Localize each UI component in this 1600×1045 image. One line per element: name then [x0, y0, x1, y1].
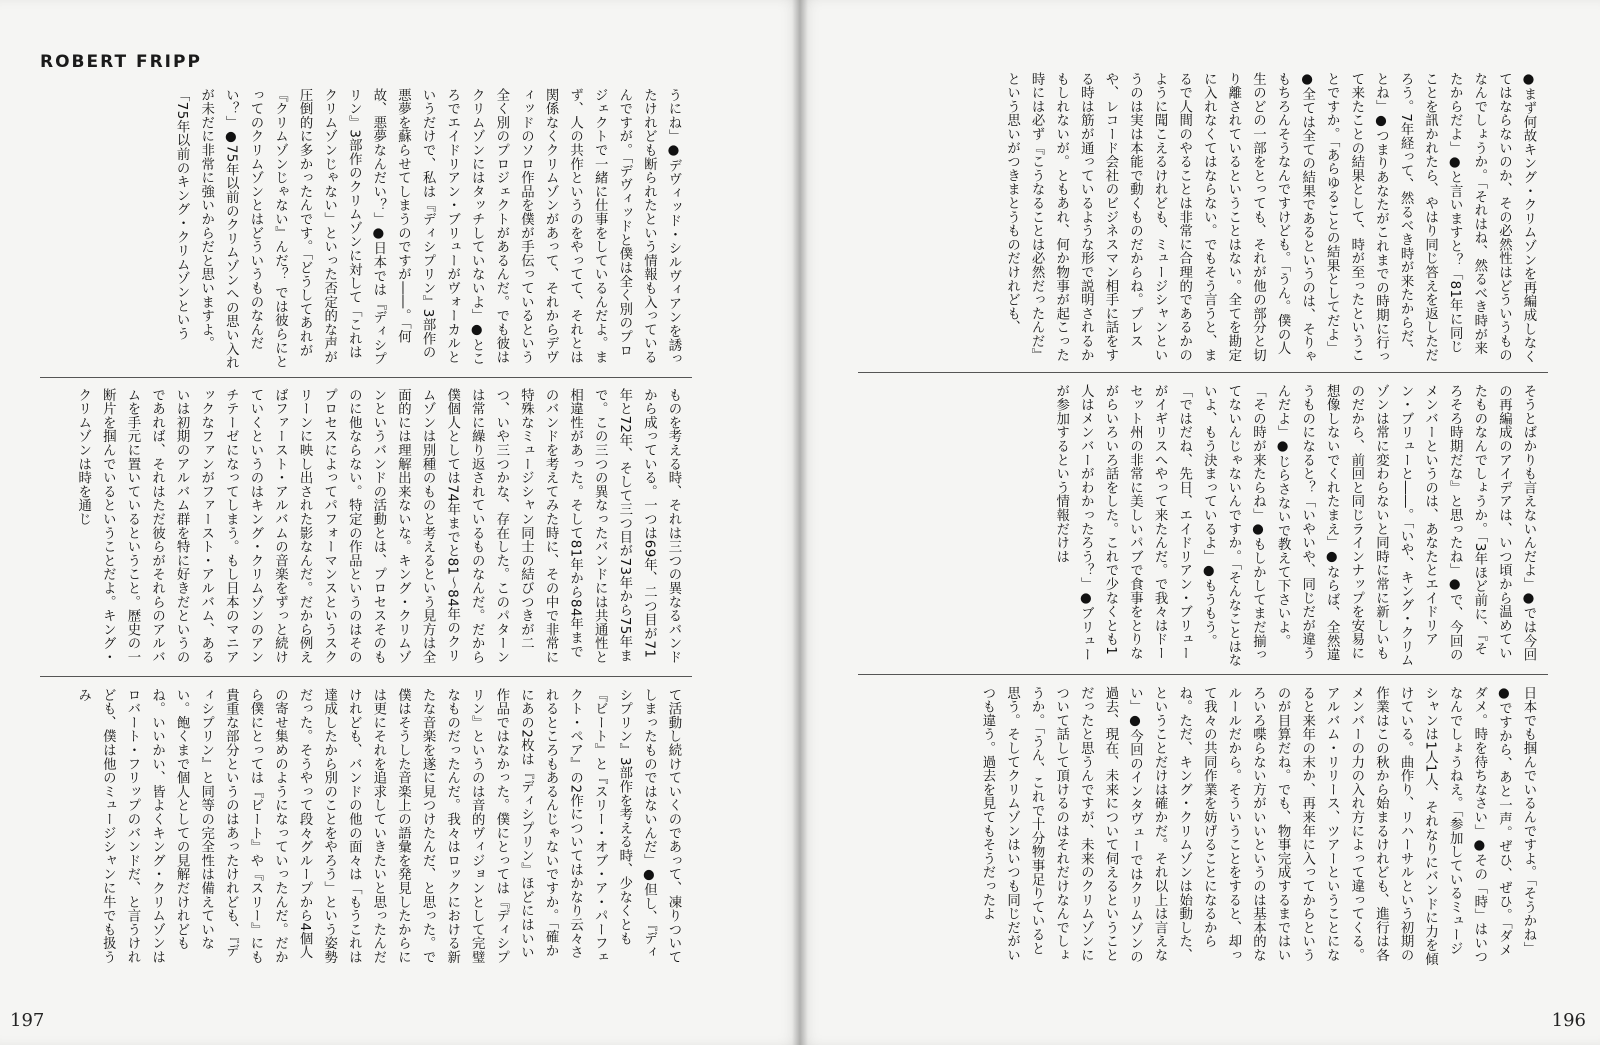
text-tier-top: うにね」●デヴィッド・シルヴィアンを誘ったけれども断られたという情報も入っているんですが。「デヴィッドと僕は全く別のプロジェクトで一緒に仕事をしているんだよ。まず、人の共作というのをやってて、それとは関係なくクリムゾンがあって、それからデヴィッドのソロ作品を僕が手伝っているという全く別のプロジェクトがあるんだ。でも彼はクリムゾンにはタッチしていないよ」●ところでエイドリアン・ブリューがヴォーカルというだけで、私は『ディシプリン』3部作の悪夢を蘇らせてしまうのですが――。「何故、悪夢なんだい？」●日本では『ディシプリン』3部作のクリムゾンに対して「これはクリムゾンじゃない」といった否定的な声が圧倒的に多かったんです。「どうしてあれが『クリムゾンじゃない』んだ？ では彼らにとってのクリムゾンとはどういうものなんだい？」●75年以前のクリムゾンへの思い入れが未だに非常に強いからだと思いますよ。「75年以前のキング・クリムゾンという: [174, 88, 681, 370]
page-number: 197: [10, 1010, 45, 1031]
tier-divider: [40, 676, 692, 677]
text-tier-bottom: て活動し続けていくのであって、凍りついてしまったものではないんだ」●但し、『ディシプリン』3部作を考える時、少なくとも『ビート』と『スリー・オブ・ア・パーフェクト・ペア』の2作についてはかなり云々されるところもあるんじゃないですか。「確かにあの2枚は『ディシプリン』ほどにはいい作品ではなかった。僕にとっては『ディシプリン』というのは音的ヴィジョンとして完璧なものだったんだ。我々はロックにおける新たな音楽を遂に見つけたんだ、と思った。で僕はそうした音楽上の語彙を発見したからには更にそれを追求していきたいと思ったんだけれども、バンドの他の面々は「もうこれは達成したから別のことをやろう」という姿勢だった。そうやって段々グループから4個人の寄せ集めのようになっていったんだ。だから僕にとっては『ビート』や『スリー』にも貴重な部分というのはあったけれども、『ディシプリン』と同等の完全性は備えていない。飽くまで個人としての見解だけれどもね。いいかい、皆よくキング・クリムゾンはロバート・フリップのバンドだ、と言うけれども、僕は他のミュージシャンに牛でも扱うみ: [75, 688, 681, 964]
text-tier-middle: そうとばかりも言えないんだよ」●では今回の再編成のアイデアは、いつ頃から温めていたものなんでしょうか。「3年ほど前に、『そろそろ時期だな』と思ったね」●で、今回のメンバーというのは、あなたとエイドリアン・ブリューと――。「いや、キング・クリムゾンは常に変わらないと同時に常に新しいものだから、前回と同じラインナップを安易に想像しないでくれたまえ」●ならば、全然違うものになると？「いやいや、同じだが違うんだよ」●じらさないで教えて下さいよ。「その時が来たらね」●もしかしてまだ揃ってないんじゃないんですか。「そんなことはないよ、もう決まっているよ」●もうもう。「ではだね、先日、エイドリアン・ブリューがイギリスへやって来たんだ。で我々はドーセット州の非常に美しいパブで食事をとりながらいろいろ話をした。これで少なくとも1人はメンバーがわかったろう？」●ブリューが参加するという情報だけは: [1053, 384, 1536, 668]
text-tier-top: ●まず何故キング・クリムゾンを再編成しなくてはならないのか、その必然性はどういうものなんでしょうか。「それはね、然るべき時が来たからだよ」●と言いますと？「81年に同じことを訊かれたら、やはり同じ答えを返しただろう。7年経って、然るべき時が来たからだ、とね」●つまりあなたがこれまでの時期に行って来たことの結果として、時が至ったということですか。「あらゆることの結果としてだよ」●全ては全ての結果であるというのは、そりゃもちろんそうなんですけども。「うん。僕の人生のどの一部をとっても、それが他の部分と切り離されているということはない。全てを勘定に入れなくてはならない。でもそう言うと、まるで人間のやることは非常に合理的であるかのように聞こえるけれども、ミュージシャンというのは実は本能で動くものだからね。プレスや、レコード会社のビジネスマン相手に話をする時は筋が通っているような形で説明されるかもしれないが。ともあれ、何か物事が起こった時には必ず『こうなることは必然だったんだ』という思いがつきまとうものだけれども、: [1004, 72, 1536, 364]
right-page: [800, 0, 1600, 1045]
tier-divider: [40, 377, 692, 378]
running-head: ROBERT FRIPP: [40, 52, 202, 72]
tier-divider: [858, 674, 1548, 675]
page-number: 196: [1551, 1010, 1586, 1031]
book-gutter: [792, 0, 808, 1045]
text-tier-bottom: 日本でも掴んでいるんですよ。「そうかね」●ですから、あと一声。ぜひ、ぜひ。「ダメダメ。時を待ちなさい」●その「時」はいつなんでしょうねえ。「参加しているミュージシャンは1人1人、それなりにバンドに力を傾けている。曲作り、リハーサルという初期の作業はこの秋から始まるけれども、進行は各メンバーの力の入れ方によって違ってくる。アルバム・リリース、ツアーということになると来年の末か、再来年に入ってからというのが目算だね。でも、物事完成するまではいろいろ喋らない方がいいというのは基本的なルールだから。そういうことをすると、却って我々の共同作業を妨げることになるからね。ただ、キング・クリムゾンは始動した、ということだけは確かだ。それ以上は言えない」●今回のインタヴューではクリムゾンの過去、現在、未来について伺えるということだったと思うんですが、未来のクリムゾンについて話して頂けるのはそれだけなんでしょうか。「うん、これで十分物事足りていると思う。そしてクリムゾンはいつも同じだがいつも違う。過去を見てもそうだったよ: [979, 686, 1536, 967]
tier-divider: [858, 372, 1548, 373]
text-tier-middle: ものを考える時、それは三つの異なるバンドから成っている。一つは69年、二つ目が71年と72年、そして三つ目が73年から75年まで。この三つの異なったバンドには共通性と相違性があった。そして81年から84年までのバンドを考えてみた時に、その中で非常に特殊なミュージシャン同士の結びつきが二つ、いや三つかな、存在した。このパターンは常に繰り返されているものなんだ。だから僕個人としては74年までと81～84年のクリムゾンは別種のものと考えるという見方は全面的には理解出来ないな。キング・クリムゾンというバンドの活動とは、プロセスそのものに他ならない。特定の作品というのはそのプロセスによってパフォーマンスというスクリーンに映し出された影なんだ。だから例えばファースト・アルバムの音楽をずっと続けていくというのはキング・クリムゾンのアンチテーゼになってしまう。もし日本のマニアックなファンがファースト・アルバム、あるいは初期のアルバム群を特に好きだというのであれば、それはただ彼らがそれらのアルバムを手元に置いているということ。歴史の一断片を掴んでいるということだよ。キング・クリムゾンは時を通じ: [75, 388, 681, 664]
